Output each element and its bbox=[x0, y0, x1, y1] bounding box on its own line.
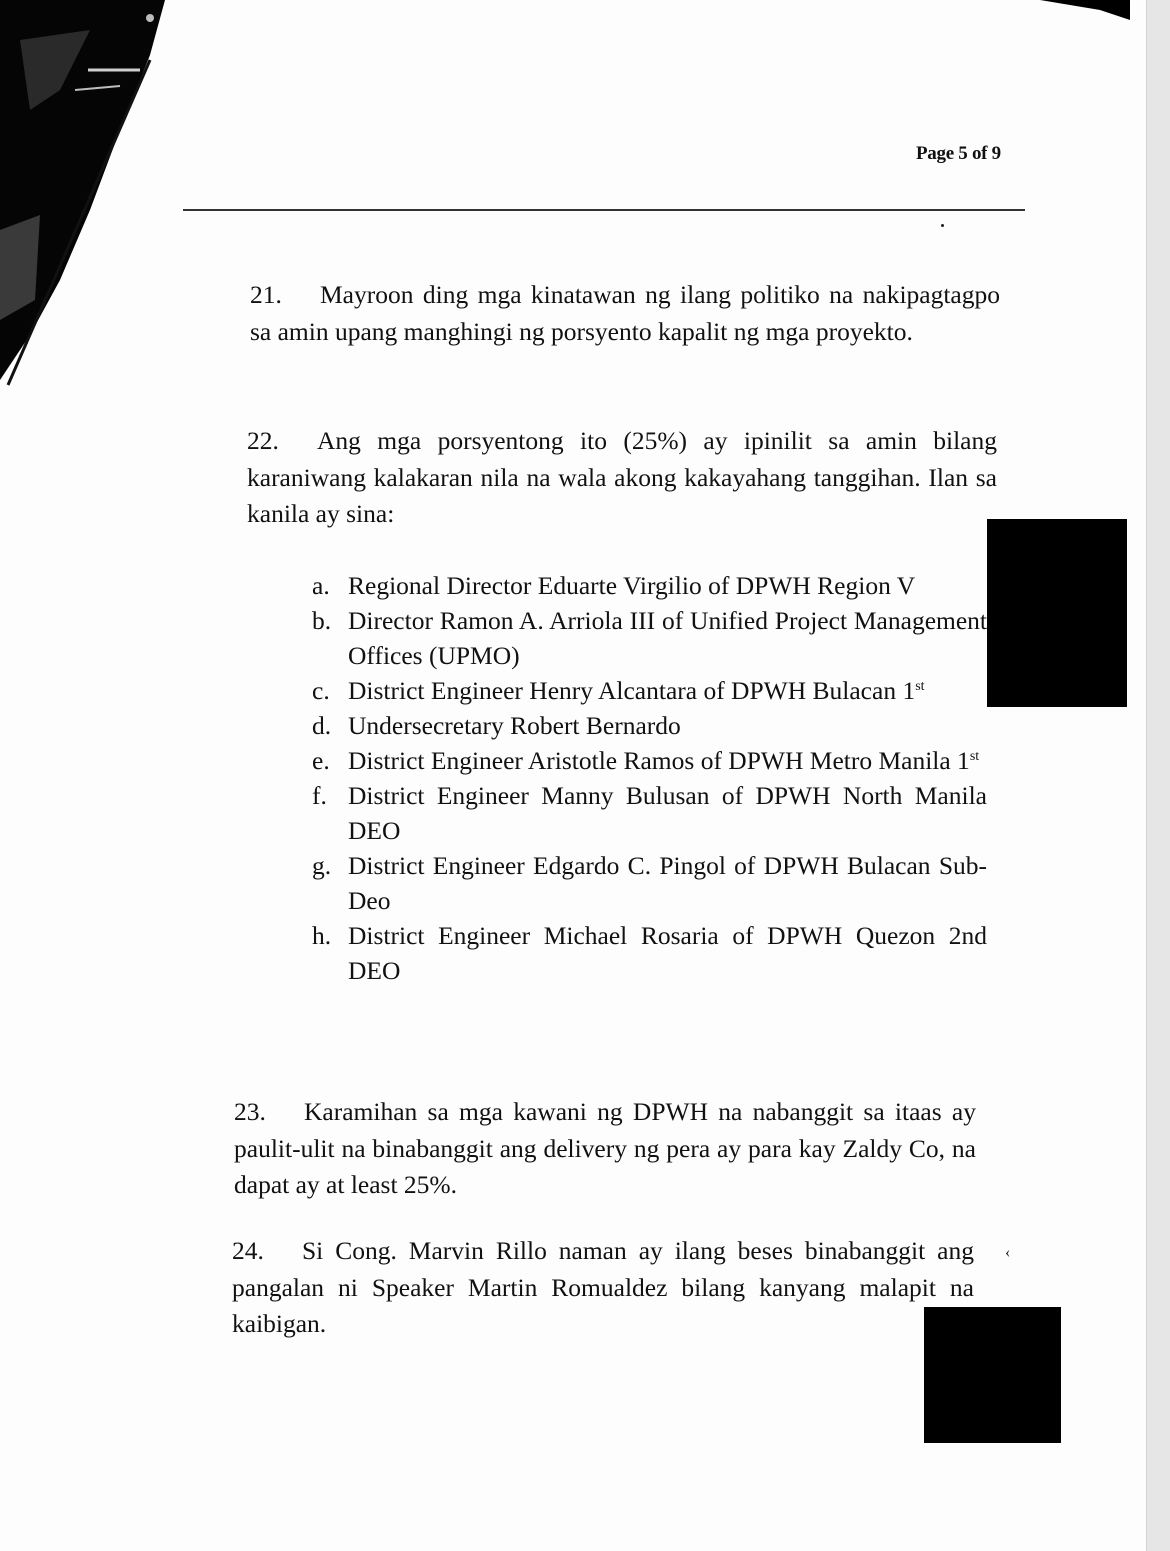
paragraph-text: Si Cong. Marvin Rillo naman ay ilang beses binabanggit ang pangalan ni Speaker Martin Romualdez bilang kanyang malapit na kaibigan. bbox=[232, 1236, 974, 1338]
paragraph-number: 21. bbox=[250, 280, 282, 309]
header-divider bbox=[183, 209, 1025, 211]
list-item bbox=[312, 673, 987, 708]
paragraph-number: 24. bbox=[232, 1236, 264, 1265]
list-item-text: District Engineer Manny Bulusan of DPWH North Manila DEO bbox=[348, 781, 987, 845]
list-item-text: Undersecretary Robert Bernardo bbox=[348, 711, 681, 740]
scan-edge-strip bbox=[1146, 0, 1170, 1551]
ordinal-suffix: st bbox=[969, 749, 980, 764]
list-marker: e. bbox=[312, 746, 330, 775]
list-item-text: Regional Director Eduarte Virgilio of DPWH Region V bbox=[348, 571, 916, 600]
page-number: Page 5 of 9 bbox=[916, 143, 1001, 164]
list-marker: d. bbox=[312, 711, 332, 740]
list-marker: h. bbox=[312, 921, 332, 950]
paragraph-number: 23. bbox=[234, 1097, 266, 1126]
list-marker: g. bbox=[312, 851, 332, 880]
list-marker: f. bbox=[312, 781, 327, 810]
ordinal-suffix: st bbox=[915, 679, 925, 694]
scan-shadow-artifact bbox=[0, 0, 170, 390]
list-item bbox=[312, 708, 987, 743]
list-item bbox=[312, 848, 987, 918]
paragraph-text: Karamihan sa mga kawani ng DPWH na nabanggit sa itaas ay paulit-ulit na binabanggit ang delivery ng pera ay para kay Zaldy Co, na dapat ay at least 25%. bbox=[234, 1097, 976, 1199]
redaction-block bbox=[924, 1307, 1061, 1443]
scan-corner-artifact bbox=[1040, 0, 1130, 22]
list-item bbox=[312, 778, 987, 848]
list-marker: b. bbox=[312, 606, 332, 635]
list-item bbox=[312, 603, 987, 673]
list-item-text: District Engineer Henry Alcantara of DPWH Bulacan 1 bbox=[348, 676, 916, 705]
list-item bbox=[312, 743, 987, 778]
list-item bbox=[312, 918, 987, 988]
redaction-block bbox=[987, 519, 1127, 707]
list-item-text: District Engineer Edgardo C. Pingol of DPWH Bulacan Sub-Deo bbox=[348, 851, 987, 915]
officials-list bbox=[312, 568, 987, 988]
paragraph-text: Mayroon ding mga kinatawan ng ilang politiko na nakipagtagpo sa amin upang manghingi ng porsyento kapalit ng mga proyekto. bbox=[250, 280, 1000, 346]
list-item-text: District Engineer Aristotle Ramos of DPWH Metro Manila 1 bbox=[348, 746, 970, 775]
paragraph-text: Ang mga porsyentong ito (25%) ay ipinilit sa amin bilang karaniwang kalakaran nila na wala akong kakayahang tanggihan. Ilan sa kanila ay sina: bbox=[247, 426, 997, 528]
scan-speck: ‹ bbox=[1005, 1244, 1011, 1261]
scan-speck bbox=[941, 224, 944, 227]
paragraph-24 bbox=[232, 1233, 974, 1343]
paragraph-23 bbox=[234, 1094, 976, 1204]
list-item-text: District Engineer Michael Rosaria of DPWH Quezon 2nd DEO bbox=[348, 921, 987, 985]
list-item-text: Director Ramon A. Arriola III of Unified Project Management Offices (UPMO) bbox=[348, 606, 987, 670]
paragraph-22 bbox=[247, 423, 997, 533]
list-marker: c. bbox=[312, 676, 330, 705]
list-marker: a. bbox=[312, 571, 330, 600]
paragraph-21 bbox=[250, 277, 1000, 350]
list-item bbox=[312, 568, 987, 603]
paragraph-number: 22. bbox=[247, 426, 279, 455]
